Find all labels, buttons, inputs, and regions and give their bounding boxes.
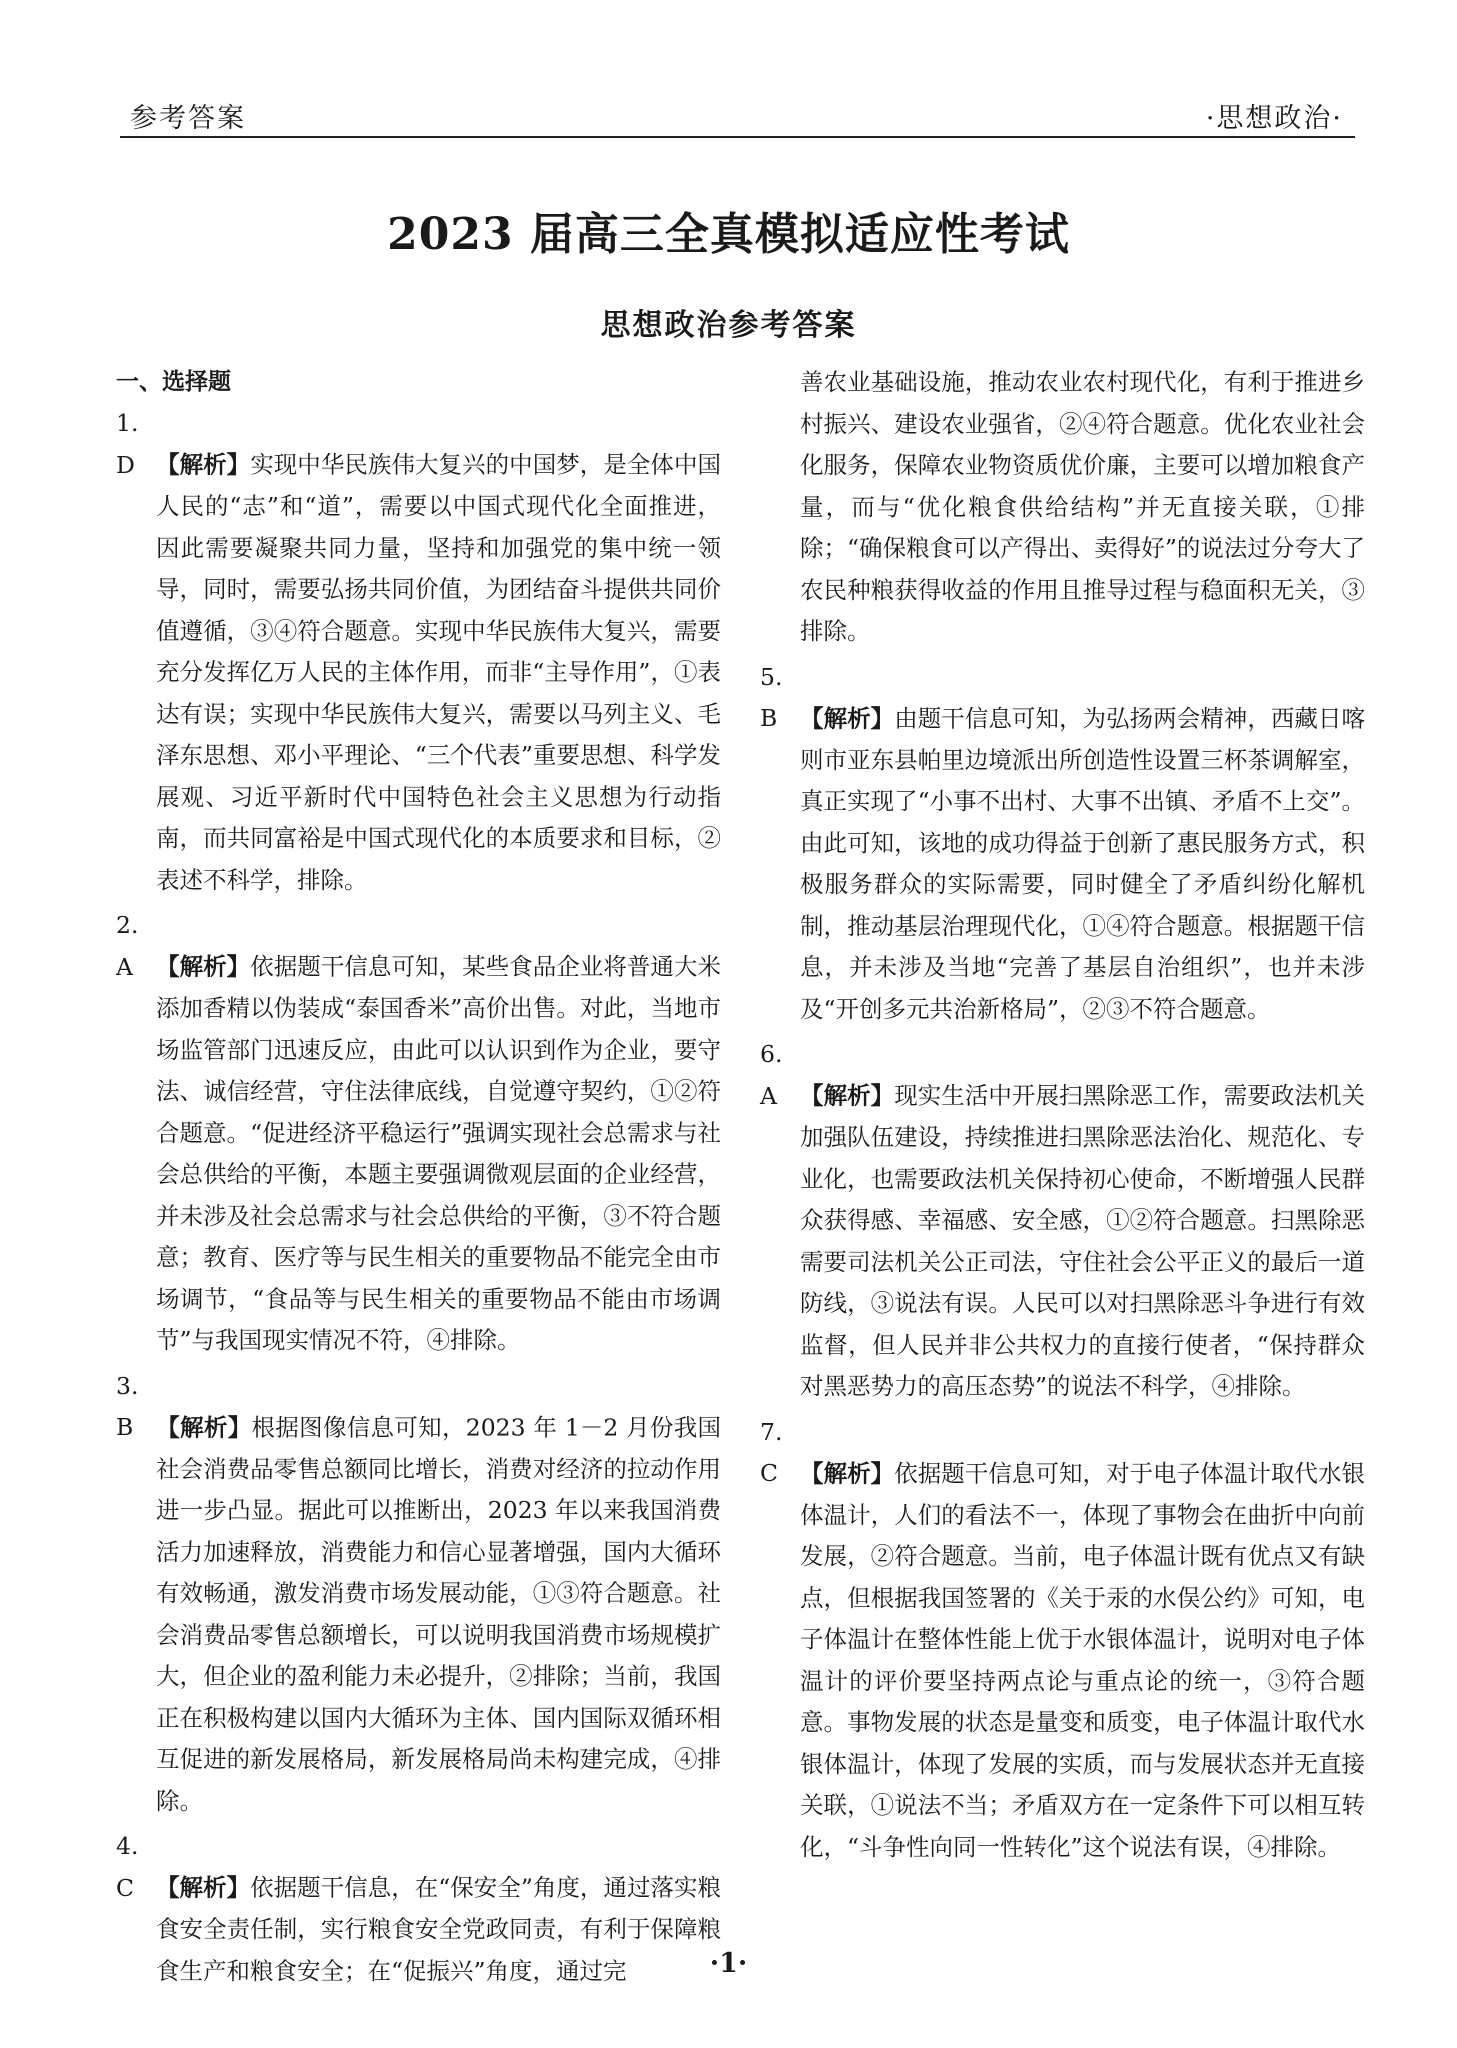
analysis-tag: 【解析】 [800, 704, 895, 732]
answer-item [116, 905, 721, 1362]
page-number: ·1· [709, 1948, 748, 1979]
answer-text: 现实生活中开展扫黑除恶工作，需要政法机关加强队伍建设，持续推进扫黑除恶法治化、规范化、专业化，也需要政法机关保持初心使命，不断增强人民群众获得感、幸福感、安全感，①②符合题意。扫黑除恶需要司法机关公正司法，守住社会公平正义的最后一道防线，③说法有误。人民可以对扫黑除恶斗争进行有效监督，但人民并非公共权力的直接行使者，“保持群众对黑恶势力的高压态势”的说法不科学，④排除。 [800, 1081, 1366, 1400]
document-subtitle: 思想政治参考答案 [600, 308, 857, 343]
page-header [120, 90, 1355, 138]
analysis-tag: 【解析】 [156, 1873, 251, 1902]
answer-number: 5. B [760, 662, 783, 732]
answer-item [760, 1034, 1365, 1408]
analysis-tag: 【解析】 [156, 1413, 252, 1441]
answer-item [116, 1366, 721, 1823]
analysis-tag: 【解析】 [800, 1081, 895, 1110]
header-left-label: 参考答案 [130, 103, 246, 134]
answer-continued-text: 善农业基础设施，推动农业农村现代化，有利于推进乡村振兴、建设农业强省，②④符合题意。优化农业社会化服务，保障农业物资质优价廉，主要可以增加粮食产量，而与“优化粮食供给结构”并无直接关联，①排除；“确保粮食可以产得出、卖得好”的说法过分夸大了农民种粮获得收益的作用且推导过程与稳面积无关，③排除。 [800, 368, 1365, 645]
analysis-tag: 【解析】 [156, 450, 251, 479]
answer-number: 7. C [760, 1417, 783, 1487]
document-title: 2023 届高三全真模拟适应性考试 [387, 209, 1070, 260]
answer-item [760, 657, 1365, 1031]
section-title: 一、选择题 [116, 369, 231, 395]
answer-number: 2. A [116, 911, 139, 981]
answer-text: 实现中华民族伟大复兴的中国梦，是全体中国人民的“志”和“道”，需要以中国式现代化全面推进，因此需要凝聚共同力量，坚持和加强党的集中统一领导，同时，需要弘扬共同价值，为团结奋斗提供共同价值遵循，③④符合题意。实现中华民族伟大复兴，需要充分发挥亿万人民的主体作用，而非“主导作用”，①表达有误；实现中华民族伟大复兴，需要以马列主义、毛泽东思想、邓小平理论、“三个代表”重要思想、科学发展观、习近平新时代中国特色社会主义思想为行动指南，而共同富裕是中国式现代化的本质要求和目标，②表述不科学，排除。 [156, 450, 722, 894]
answer-text: 依据题干信息可知，某些食品企业将普通大米添加香精以伪装成“泰国香米”高价出售。对此，当地市场监管部门迅速反应，由此可以认识到作为企业，要守法、诚信经营，守住法律底线，自觉遵守契约，①②符合题意。“促进经济平稳运行”强调实现社会总需求与社会总供给的平衡，本题主要强调微观层面的企业经营，并未涉及社会总需求与社会总供给的平衡，③不符合题意；教育、医疗等与民生相关的重要物品不能完全由市场调节，“食品等与民生相关的重要物品不能由市场调节”与我国现实情况不符，④排除。 [156, 952, 722, 1354]
answer-item [760, 1412, 1365, 1869]
answer-number: 3. B [116, 1371, 139, 1441]
left-column [116, 362, 721, 1996]
answer-number: 1. D [116, 409, 139, 479]
right-column [760, 362, 1365, 1872]
answer-text: 根据图像信息可知，2023 年 1－2 月份我国社会消费品零售总额同比增长，消费对经济的拉动作用进一步凸显。据此可以推断出，2023 年以来我国消费活力加速释放，消费能力和信心显著增强，国内大循环有效畅通，激发消费市场发展动能，①③符合题意。社会消费品零售总额增长，可以说明我国消费市场规模扩大，但企业的盈利能力未必提升，②排除；当前，我国正在积极构建以国内大循环为主体、国内国际双循环相互促进的新发展格局，新发展格局尚未构建完成，④排除。 [156, 1413, 722, 1815]
answer-number: 4. C [116, 1832, 139, 1902]
answer-text: 由题干信息可知，为弘扬两会精神，西藏日喀则市亚东县帕里边境派出所创造性设置三杯茶调解室，真正实现了“小事不出村、大事不出镇、矛盾不上交”。由此可知，该地的成功得益于创新了惠民服务方式，积极服务群众的实际需要，同时健全了矛盾纠纷化解机制，推动基层治理现代化，①④符合题意。根据题干信息，并未涉及当地“完善了基层自治组织”，也并未涉及“开创多元共治新格局”，②③不符合题意。 [800, 704, 1366, 1023]
answer-number: 6. A [760, 1040, 783, 1110]
answer-text: 依据题干信息可知，对于电子体温计取代水银体温计，人们的看法不一，体现了事物会在曲折中向前发展，②符合题意。当前，电子体温计既有优点又有缺点，但根据我国签署的《关于汞的水俣公约》可知，电子体温计在整体性能上优于水银体温计，说明对电子体温计的评价要坚持两点论与重点论的统一，③符合题意。事物发展的状态是量变和质变，电子体温计取代水银体温计，体现了发展的实质，而与发展状态并无直接关联，①说法不当；矛盾双方在一定条件下可以相互转化，“斗争性向同一性转化”这个说法有误，④排除。 [800, 1459, 1366, 1861]
header-subject-label: ·思想政治· [1205, 103, 1343, 134]
answer-text: 依据题干信息，在“保安全”角度，通过落实粮食安全责任制，实行粮食安全党政同责，有利于保障粮食生产和粮食安全；在“促振兴”角度，通过完 [156, 1873, 721, 1985]
analysis-tag: 【解析】 [800, 1459, 895, 1487]
analysis-tag: 【解析】 [156, 952, 251, 981]
answer-item [116, 403, 721, 901]
